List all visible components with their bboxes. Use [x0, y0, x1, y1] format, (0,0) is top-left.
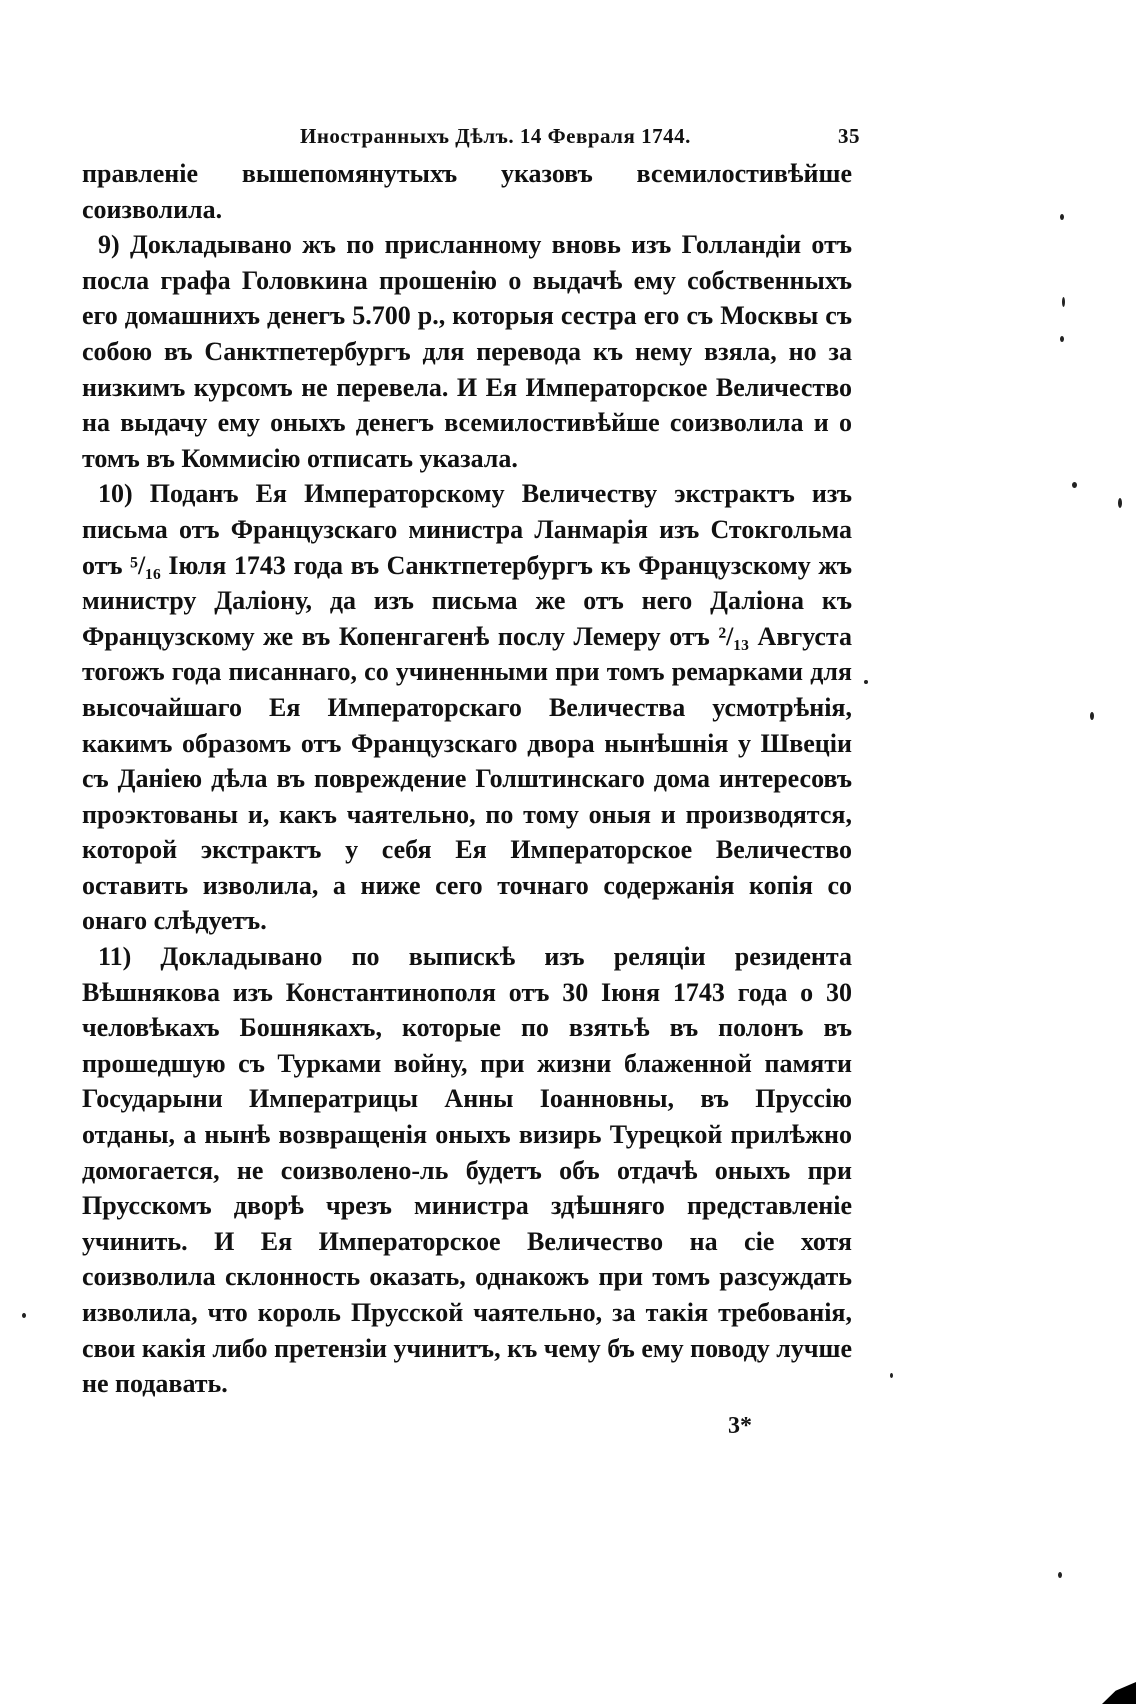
paragraph-item-11: 11) Докладывано по выпискѣ изъ реляціи резидента Вѣшнякова изъ Константинополя отъ 30 Іюня 1743 года о 30 человѣкахъ Бошнякахъ, которые по взятьѣ въ полонъ въ прошедшую съ Турками войну, при жизни блаженной памяти Государыни Императрицы Анны Іоанновны, въ Пруссію отданы, а нынѣ возвращенія оныхъ визирь Турецкой прилѣжно домогается, не соизволено-ль будетъ объ отдачѣ оныхъ при Прусскомъ дворѣ чрезъ министра здѣшняго представленіе учинить. И Ея Императорское Величество на сіе хотя соизволила склонность оказать, однакожъ при томъ разсуждать изволила, что король Прусской чаятельно, за такія требованія, свои какія либо претензіи учинитъ, къ чему бъ ему поводу лучше не подавать.: [82, 942, 852, 1399]
paragraph-item-10: 10) Поданъ Ея Императорскому Величеству экстрактъ изъ письма отъ Французскаго министра Ланмарія изъ Стокгольма отъ ⁵/₁₆ Іюля 1743 года въ Санктпетербургъ къ Французскому жъ министру Даліону, да изъ письма же отъ него Даліона къ Французскому же въ Копенгагенѣ послу Лемеру отъ ²/₁₃ Августа тогожъ года писаннаго, со учиненными при томъ ремарками для высочайшаго Ея Императорскаго Величества усмотрѣнія, какимъ образомъ отъ Французскаго двора нынѣшнія у Швеціи съ Даніею дѣла въ повреждение Голштинскаго дома интересовъ проэктованы и, какъ чаятельно, по тому оныя и производятся, которой экстрактъ у себя Ея Императорское Величество оставить изволила, а ниже сего точнаго содержанія копія со онаго слѣдуетъ.: [82, 479, 852, 936]
body-text: [82, 156, 852, 1402]
scan-speck: [864, 680, 868, 684]
scan-speck: [1072, 482, 1077, 488]
scan-corner-shadow: [1102, 1682, 1136, 1704]
scan-speck: [1058, 1572, 1062, 1578]
scan-speck: [1062, 297, 1065, 307]
scan-speck: [22, 1313, 26, 1318]
page-number: 35: [838, 124, 860, 148]
scan-speck: [1118, 498, 1122, 508]
running-title: Иностранныхъ Дѣлъ. 14 Февраля 1744.: [300, 124, 691, 148]
scan-speck: [1090, 712, 1094, 720]
scan-speck: [890, 1373, 893, 1378]
page-header: [80, 116, 870, 156]
scan-speck: [1060, 214, 1064, 220]
signature-mark: 3*: [728, 1413, 752, 1439]
paragraph-continuation: правленіе вышепомянутыхъ указовъ всемилостивѣйше соизволила.: [82, 159, 852, 224]
paragraph-item-9: 9) Докладывано жъ по присланному вновь изъ Голландіи отъ посла графа Головкина прошенію о выдачѣ ему собственныхъ его домашнихъ денегъ 5.700 р., которыя сестра его съ Москвы съ собою въ Санктпетербургъ для перевода къ нему взяла, но за низкимъ курсомъ не перевела. И Ея Императорское Величество на выдачу ему оныхъ денегъ всемилостивѣйше соизволила и о томъ въ Коммисію отписать указала.: [82, 230, 852, 473]
scan-speck: [1060, 336, 1064, 342]
